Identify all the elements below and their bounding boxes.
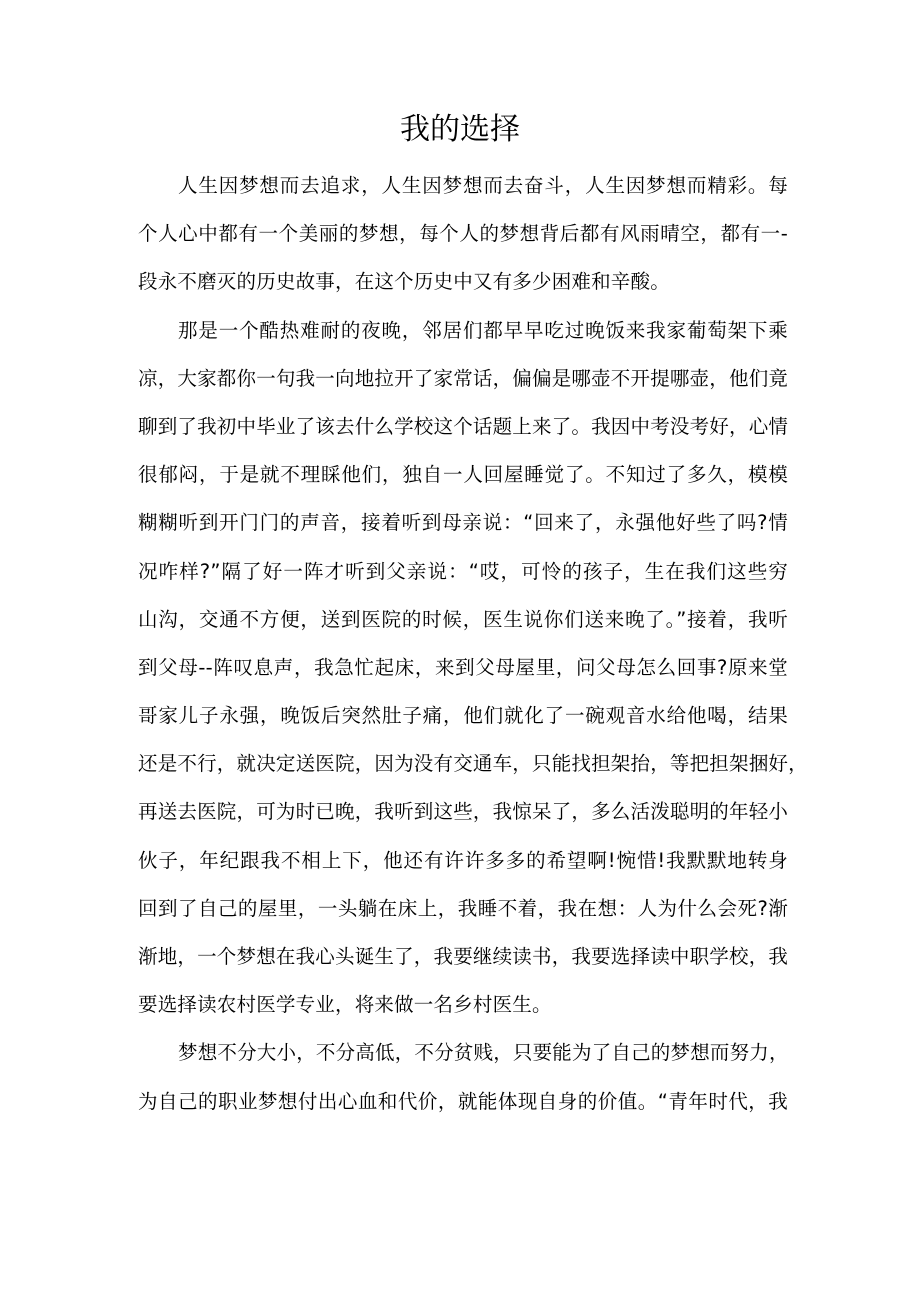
- text-line: 回到了自己的屋里，一头躺在床上，我睡不着，我在想：人为什么会死?渐: [138, 896, 788, 920]
- text-line: 个人心中都有一个美丽的梦想，每个人的梦想背后都有风雨晴空，都有一-: [138, 222, 788, 246]
- text-line: 要选择读农村医学专业，将来做一名乡村医生。: [138, 993, 552, 1017]
- text-line: 渐地，一个梦想在我心头诞生了，我要继续读书，我要选择读中职学校，我: [138, 945, 789, 968]
- text-line: 哥家儿子永强，晚饭后突然肚子痛，他们就化了一碗观音水给他喝，结果: [138, 704, 788, 728]
- text-line: 凉，大家都你一句我一向地拉开了家常话，偏偏是哪壶不开提哪壶，他们竟: [138, 366, 789, 390]
- text-line: 很郁闷，于是就不理睬他们，独自一人回屋睡觉了。不知过了多久，模模: [138, 463, 788, 487]
- text-line: 再送去医院，可为时已晚，我听到这些，我惊呆了，多么活泼聪明的年轻小: [138, 800, 789, 824]
- text-line: 聊到了我初中毕业了该去什么学校这个话题上来了。我因中考没考好，心情: [138, 414, 789, 438]
- text-line: 人生因梦想而去追求，人生因梦想而去奋斗，人生因梦想而精彩。每: [178, 174, 788, 197]
- text-line: 伙子，年纪跟我不相上下，他还有许许多多的希望啊!惋惜!我默默地转身: [138, 848, 788, 872]
- text-line: 况咋样?”隔了好一阵才听到父亲说：“哎，可怜的孩子，生在我们这些穷: [138, 559, 788, 583]
- page-title: 我的选择: [400, 112, 520, 147]
- text-line: 段永不磨灭的历史故事，在这个历史中又有多少困难和辛酸。: [138, 270, 670, 294]
- text-line: 到父母--阵叹息声，我急忙起床，来到父母屋里，问父母怎么回事?原来堂: [138, 655, 788, 679]
- text-line: 还是不行，就决定送医院，因为没有交通车，只能找担架抬，等把担架捆好，: [138, 752, 808, 776]
- text-line: 为自己的职业梦想付出心血和代价，就能体现自身的价值。“青年时代，我: [138, 1089, 788, 1113]
- text-line: 那是一个酷热难耐的夜晚，邻居们都早早吃过晚饭来我家葡萄架下乘: [178, 318, 788, 342]
- document-body: [138, 170, 808, 1134]
- text-line: 梦想不分大小，不分高低，不分贫贱，只要能为了自己的梦想而努力，: [178, 1041, 789, 1065]
- text-line: 山沟，交通不方便，送到医院的时候，医生说你们送来晚了。”接着，我听: [138, 607, 788, 631]
- text-line: 糊糊听到开门门的声音，接着听到母亲说：“回来了，永强他好些了吗?情: [138, 511, 788, 535]
